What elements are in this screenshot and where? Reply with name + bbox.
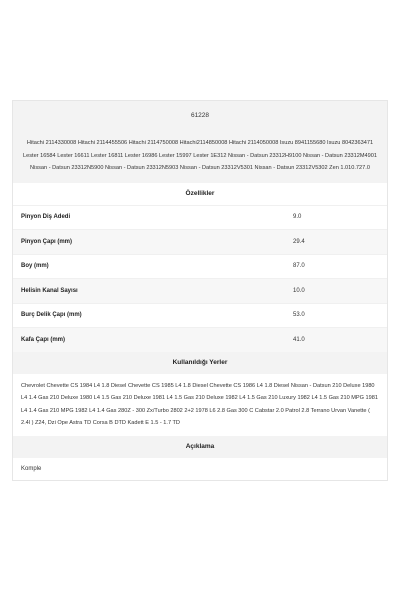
spec-label: Kafa Çapı (mm): [21, 336, 66, 343]
product-sheet: [12, 100, 388, 481]
usage-title: Kullanıldığı Yerler: [13, 352, 387, 374]
spec-row-head-diameter: [13, 327, 387, 352]
spec-label: Pinyon Çapı (mm): [21, 238, 73, 245]
reference-list: Hitachi 2114330008 Hitachi 2114455506 Hitachi 2114750008 Hitachi2114850008 Hitachi 2114050008 Isuzu 8941155680 Isuzu 8042363471 Lester 16584 Lester 16611 Lester 16811 Lester 16986 Lester 15997 Lester 1E312 Nissan - Datsun 23312H9100 Nissan - Datsun 23312M4901 Nissan - Datsun 23312N5900 Nissan - Datsun 23312N5903 Nissan - Datsun 23312V5301 Nissan - Datsun 23312V5302 Zen 1.010.727.0: [13, 131, 387, 183]
features-title: Özellikler: [185, 189, 215, 197]
spec-value: 9.0: [293, 214, 302, 221]
usage-text: Chevrolet Chevette CS 1984 L4 1.8 Diesel Chevette CS 1985 L4 1.8 Diesel Chevette CS 1986 L4 1.8 Diesel Nissan - Datsun 210 Deluxe 1980 L4 1.4 Gas 210 Deluxe 1980 L4 1.5 Gas 210 Deluxe 1981 L4 1.5 Gas 210 Deluxe 1982 L4 1.5 Gas 210 Luxury 1982 L4 1.5 Gas 210 MPG 1981 L4 1.4 Gas 210 MPG 1982 L4 1.4 Gas 280Z - 300 Zx/Turbo 2802 2+2 1978 L6 2.8 Gas 300 C Cabstar 2.0 Patrol 2.8 Terrano Urvan Vanette ( 2.4l ) Z24, Dzi Ope Astra TD Corsa B DTD Kadett E 1.5 - 1.7 TD: [21, 382, 379, 426]
spec-value: 53.0: [293, 312, 305, 319]
spec-label: Boy (mm): [21, 263, 49, 270]
features-table: [13, 205, 387, 352]
spec-label: Burç Delik Çapı (mm): [21, 312, 82, 319]
description-title: Açıklama: [13, 436, 387, 458]
spec-value: 10.0: [293, 287, 305, 294]
spec-value: 87.0: [293, 263, 305, 270]
spec-value: 41.0: [293, 336, 305, 343]
spec-label: Pinyon Diş Adedi: [21, 214, 71, 221]
spec-row-helix-channels: [13, 278, 387, 303]
spec-row-length: [13, 254, 387, 279]
spec-row-bushing-bore: [13, 303, 387, 328]
product-code: 61228: [13, 101, 387, 131]
spec-value: 29.4: [293, 238, 305, 245]
spec-row-pinion-teeth: [13, 205, 387, 230]
description-text: Komple: [21, 465, 42, 472]
spec-row-pinion-diameter: [13, 229, 387, 254]
spec-label: Helisin Kanal Sayısı: [21, 287, 78, 294]
